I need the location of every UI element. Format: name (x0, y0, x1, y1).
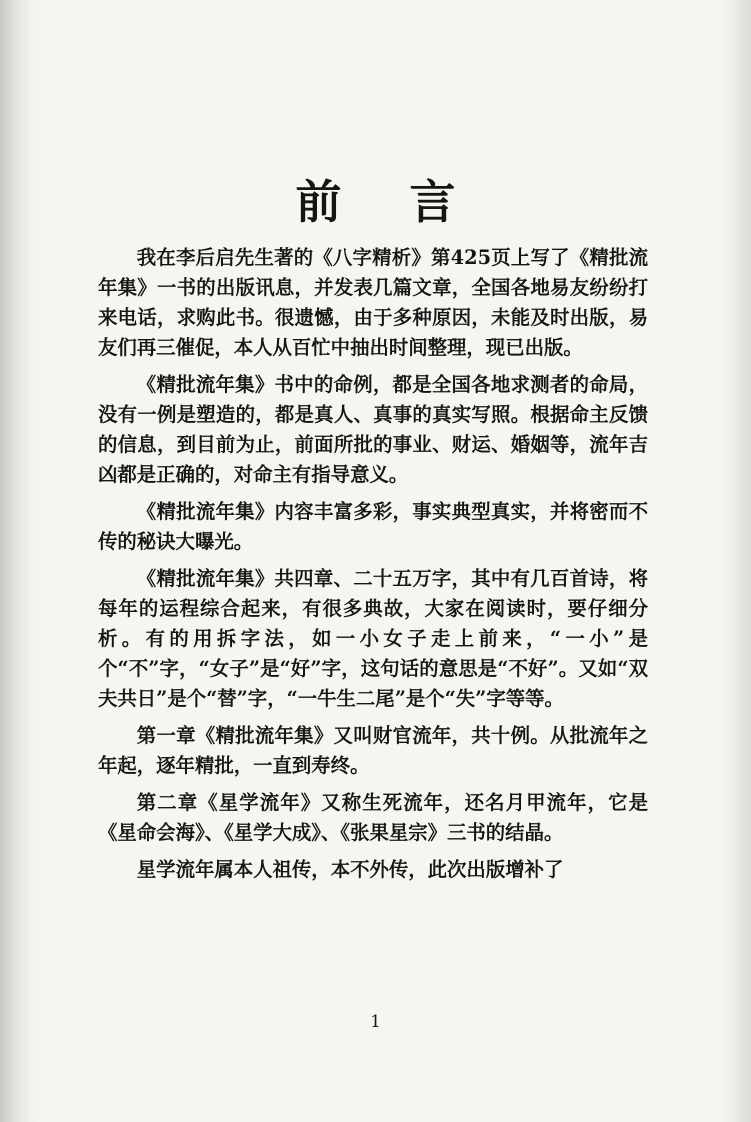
page-edge-shadow (723, 0, 751, 1122)
document-body (98, 243, 648, 892)
paragraph-3: 《精批流年集》内容丰富多彩，事实典型真实，并将密而不传的秘诀大曝光。 (98, 500, 648, 553)
paragraph-7: 星学流年属本人祖传，本不外传，此次出版增补了 (136, 858, 564, 881)
paragraph-1: 我在李后启先生著的《八字精析》第425页上写了《精批流年集》一书的出版讯息，并发表几篇文章，全国各地易友纷纷打来电话，求购此书。很遗憾，由于多种原因，未能及时出版，易友们再三催促，本人从百忙中抽出时间整理，现已出版。 (98, 246, 648, 359)
paragraph-4: 《精批流年集》共四章、二十五万字，其中有几百首诗，将每年的运程综合起来，有很多典故，大家在阅读时，要仔细分析。有的用拆字法，如一小女子走上前来，“一小”是个“不”字，“女子”是“好”字，这句话的意思是“不好”。又如“双夫共日”是个“替”字，“一牛生二尾”是个“失”字等等。 (98, 567, 648, 710)
paragraph-6: 第二章《星学流年》又称生死流年，还名月甲流年，它是《星命会海》、《星学大成》、《张果星宗》三书的结晶。 (98, 791, 648, 844)
page-gutter-shadow (0, 0, 42, 1122)
page-number: 1 (370, 1012, 381, 1032)
paragraph-5: 第一章《精批流年集》又叫财官流年，共十例。从批流年之年起，逐年精批，一直到寿终。 (98, 724, 648, 777)
page-title: 前 言 (295, 175, 482, 229)
paragraph-2: 《精批流年集》书中的命例，都是全国各地求测者的命局，没有一例是塑造的，都是真人、真事的真实写照。根据命主反馈的信息，到目前为止，前面所批的事业、财运、婚姻等，流年吉凶都是正确的，对命主有指导意义。 (98, 373, 648, 486)
